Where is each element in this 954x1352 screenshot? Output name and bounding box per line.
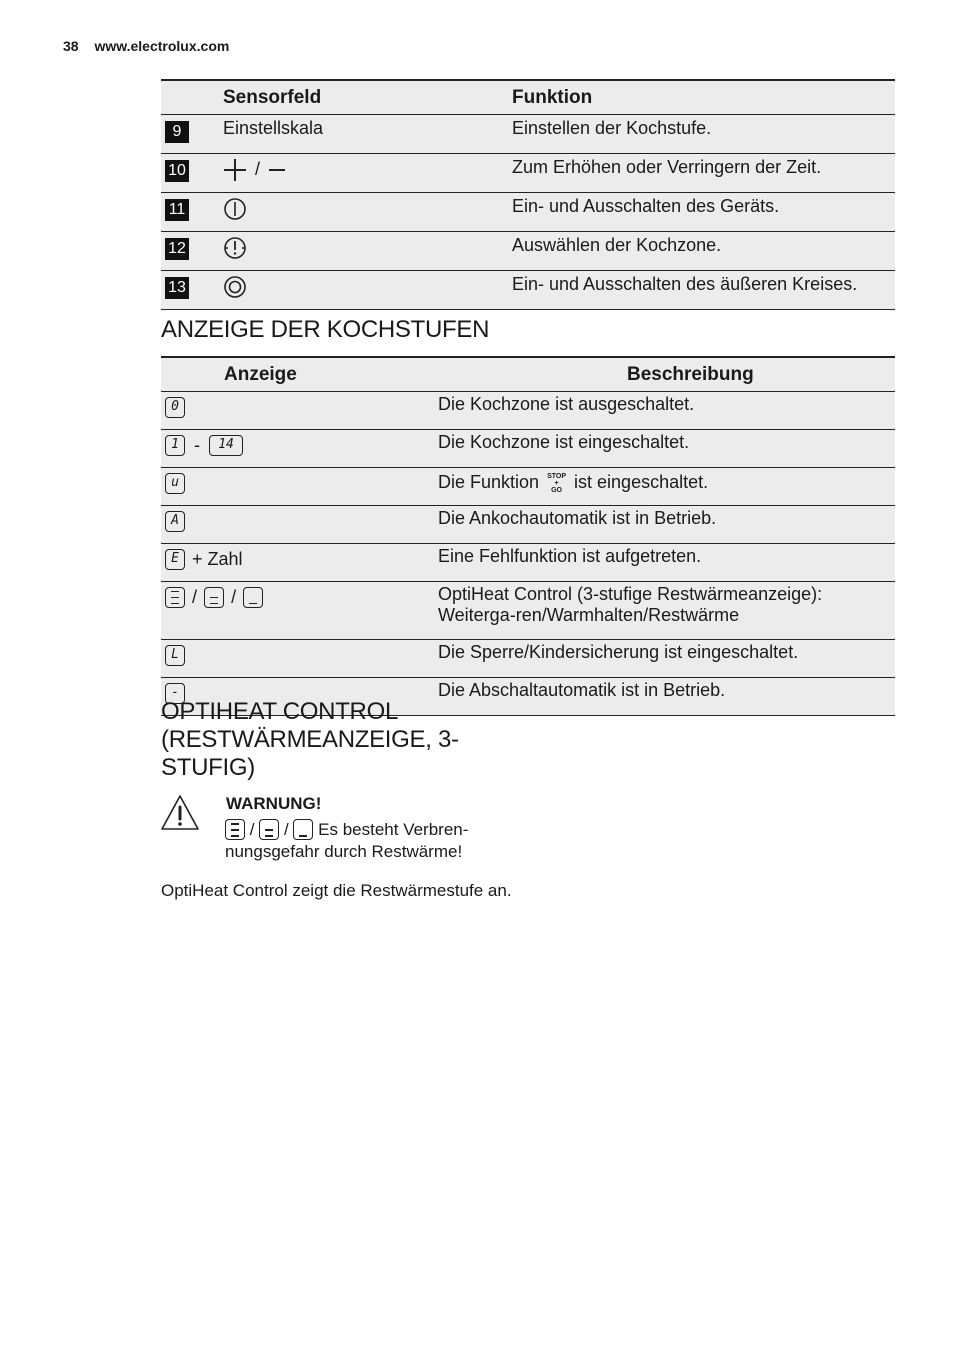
description-text: ist eingeschaltet. (574, 472, 709, 492)
zone-select-icon (223, 236, 247, 260)
residual-heat-medium-icon (204, 587, 224, 608)
table-row (161, 392, 895, 430)
display-suffix: + Zahl (192, 548, 243, 569)
table-row (161, 468, 895, 506)
item-number: 11 (165, 199, 189, 221)
description-text: Eine Fehlfunktion ist aufgetreten. (438, 544, 895, 582)
residual-heat-high-icon (225, 819, 245, 840)
sensor-label: Einstellskala (223, 115, 512, 154)
table-row (161, 271, 895, 310)
item-number: 13 (165, 277, 189, 299)
display-symbol-1: 1 (165, 435, 185, 456)
description-text: Die Funktion (438, 472, 540, 492)
display-table-header (161, 357, 895, 392)
separator: / (249, 820, 255, 840)
table-row (161, 154, 895, 193)
display-symbol-14: 14 (209, 435, 243, 456)
separator: / (192, 586, 198, 607)
page-header (63, 38, 229, 54)
sensor-column-header: Sensorfeld (223, 80, 512, 115)
outer-ring-icon (223, 275, 247, 299)
warning-title: WARNUNG! (226, 794, 322, 813)
sensor-table-header (161, 80, 895, 115)
table-row (161, 506, 895, 544)
warning-triangle-icon (160, 794, 200, 832)
description-text: Die Sperre/Kindersicherung ist eingeschaltet. (438, 640, 895, 678)
warning-text (225, 818, 515, 862)
residual-heat-medium-icon (259, 819, 279, 840)
optiheat-paragraph: OptiHeat Control zeigt die Restwärmestufe an. (161, 881, 512, 900)
display-column-header: Anzeige (161, 357, 438, 392)
minus-icon (268, 158, 286, 182)
description-text: OptiHeat Control (3-stufige Restwärmeanzeige): Weiterga-ren/Warmhalten/Restwärme (438, 582, 895, 640)
description-text: Die Ankochautomatik ist in Betrieb. (438, 506, 895, 544)
function-text: Ein- und Ausschalten des Geräts. (512, 193, 895, 232)
power-icon (223, 197, 247, 221)
plus-icon (223, 158, 247, 182)
display-symbol-dash: - (165, 683, 185, 704)
function-column-header: Funktion (512, 80, 895, 115)
function-text: Einstellen der Kochstufe. (512, 115, 895, 154)
separator: - (194, 434, 201, 455)
separator: / (231, 586, 237, 607)
table-row (161, 544, 895, 582)
page-number: 38 (63, 38, 79, 54)
residual-heat-high-icon (165, 587, 185, 608)
residual-heat-low-icon (243, 587, 263, 608)
table-row (161, 430, 895, 468)
display-symbol-u: u (165, 473, 185, 494)
section-title-optiheat: OPTIHEAT CONTROL (RESTWÄRMEANZEIGE, 3-STUFIG) (161, 698, 459, 781)
function-text: Ein- und Ausschalten des äußeren Kreises. (512, 271, 895, 310)
function-text: Auswählen der Kochzone. (512, 232, 895, 271)
table-row (161, 582, 895, 640)
residual-heat-low-icon (293, 819, 313, 840)
display-symbol-0: 0 (165, 397, 185, 418)
display-symbol-e: E (165, 549, 185, 570)
stop-go-icon: STOP + GO (547, 472, 567, 494)
item-number: 10 (165, 160, 189, 182)
table-row (161, 115, 895, 154)
display-table (161, 356, 895, 716)
description-text: Die Kochzone ist eingeschaltet. (438, 430, 895, 468)
description-text: Die Kochzone ist ausgeschaltet. (438, 392, 895, 430)
section-title-display: ANZEIGE DER KOCHSTUFEN (161, 316, 490, 343)
warning-message: Es besteht Verbren-nungsgefahr durch Restwärme! (225, 820, 469, 862)
item-number: 12 (165, 238, 189, 260)
sensor-table (161, 79, 895, 310)
table-row (161, 232, 895, 271)
function-text: Zum Erhöhen oder Verringern der Zeit. (512, 154, 895, 193)
table-row (161, 640, 895, 678)
item-number: 9 (165, 121, 189, 143)
display-symbol-a: A (165, 511, 185, 532)
separator: / (283, 820, 289, 840)
description-column-header: Beschreibung (438, 357, 895, 392)
separator: / (255, 159, 261, 179)
site-url[interactable]: www.electrolux.com (94, 38, 230, 54)
description-text: Die Abschaltautomatik ist in Betrieb. (438, 678, 895, 716)
table-row (161, 193, 895, 232)
display-symbol-l: L (165, 645, 185, 666)
